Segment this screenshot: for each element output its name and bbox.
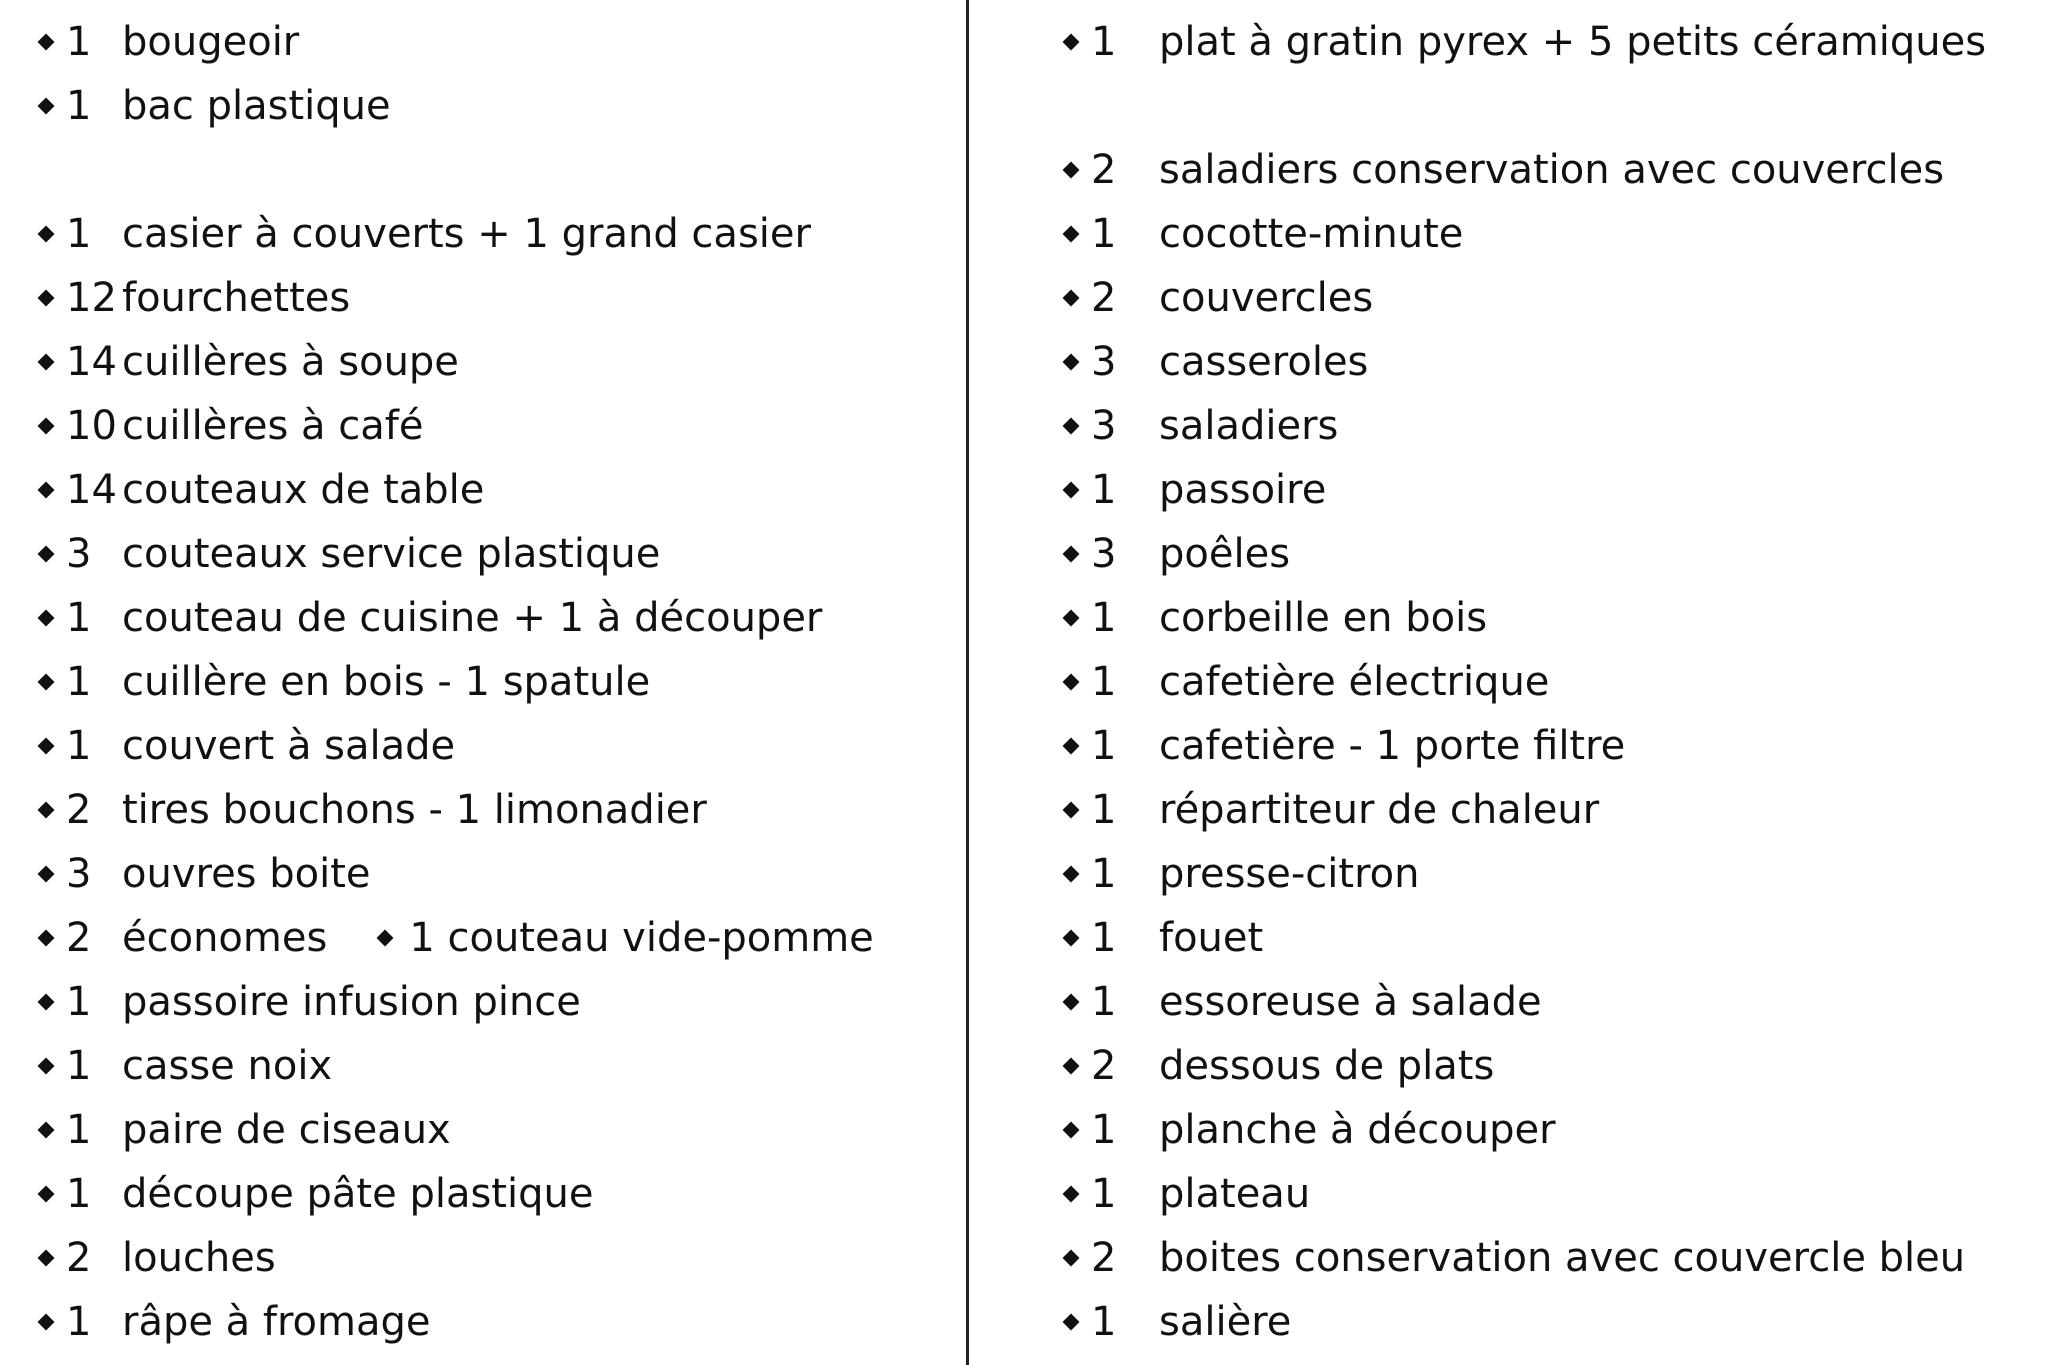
item-quantity: 2 <box>1091 147 1117 193</box>
item-label: cuillères à café <box>122 403 424 449</box>
list-item <box>975 586 1487 650</box>
item-label: couvercles <box>1159 275 1374 321</box>
item-quantity: 1 <box>1091 1107 1117 1153</box>
item-quantity: 1 <box>66 1171 92 1217</box>
item-label: casse noix <box>122 1043 333 1089</box>
bullet-icon <box>38 610 55 627</box>
item-label: répartiteur de chaleur <box>1159 787 1600 833</box>
bullet-icon <box>1063 738 1080 755</box>
bullet-icon <box>38 930 55 947</box>
list-item <box>975 1162 1310 1226</box>
bullet-icon <box>1063 482 1080 499</box>
item-label: presse-citron <box>1159 851 1420 897</box>
item-quantity: 2 <box>1091 1235 1117 1281</box>
item-quantity: 1 <box>1091 723 1117 769</box>
bullet-icon <box>1063 546 1080 563</box>
bullet-icon <box>1063 354 1080 371</box>
item-quantity: 1 <box>1091 787 1117 833</box>
bullet-icon <box>1063 418 1080 435</box>
bullet-icon <box>38 866 55 883</box>
list-item <box>975 650 1549 714</box>
list-item <box>0 10 299 74</box>
list-item <box>0 778 707 842</box>
item-quantity: 3 <box>1091 339 1117 385</box>
bullet-icon <box>38 226 55 243</box>
list-item <box>0 202 811 266</box>
item-quantity: 2 <box>1091 1043 1117 1089</box>
item-label: cocotte-minute <box>1159 211 1464 257</box>
item-quantity: 14 <box>66 339 117 385</box>
item-label: corbeille en bois <box>1159 595 1488 641</box>
item-quantity: 1 <box>66 723 92 769</box>
item-label: plat à gratin pyrex + 5 petits céramiques <box>1159 19 1987 65</box>
bullet-icon <box>1063 802 1080 819</box>
item-label: couteau de cuisine + 1 à découper <box>122 595 823 641</box>
item-label: boites conservation avec couvercle bleu <box>1159 1235 1966 1281</box>
bullet-icon <box>38 290 55 307</box>
list-item <box>0 1098 451 1162</box>
list-item <box>0 1034 332 1098</box>
bullet-icon <box>38 98 55 115</box>
item-label: poêles <box>1159 531 1291 577</box>
item-quantity: 1 <box>66 1043 92 1089</box>
item-label: ouvres boite <box>122 851 371 897</box>
bullet-icon <box>377 930 394 947</box>
item-label: économes <box>122 915 328 961</box>
left-column <box>0 0 960 1365</box>
list-item <box>975 970 1542 1034</box>
bullet-icon <box>38 738 55 755</box>
bullet-icon <box>38 482 55 499</box>
bullet-icon <box>38 354 55 371</box>
bullet-icon <box>1063 1314 1080 1331</box>
list-item <box>0 394 423 458</box>
list-item <box>975 10 1986 74</box>
item-label: essoreuse à salade <box>1159 979 1542 1025</box>
item-quantity: 3 <box>66 531 92 577</box>
item-label: casier à couverts + 1 grand casier <box>122 211 811 257</box>
item-label: fourchettes <box>122 275 351 321</box>
list-item <box>975 458 1326 522</box>
item-quantity: 1 <box>66 83 92 129</box>
item-quantity: 1 <box>66 979 92 1025</box>
bullet-icon <box>1063 1250 1080 1267</box>
list-item <box>975 266 1373 330</box>
bullet-icon <box>1063 1058 1080 1075</box>
list-item <box>0 714 455 778</box>
item-label: fouet <box>1159 915 1264 961</box>
list-item <box>975 714 1625 778</box>
list-item <box>975 330 1368 394</box>
item-label: cuillères à soupe <box>122 339 459 385</box>
list-item <box>0 842 371 906</box>
column-divider <box>966 0 969 1365</box>
bullet-icon <box>38 1058 55 1075</box>
item-quantity: 2 <box>66 1235 92 1281</box>
item-quantity: 2 <box>66 787 92 833</box>
item-quantity: 3 <box>1091 531 1117 577</box>
bullet-icon <box>38 802 55 819</box>
bullet-icon <box>1063 1186 1080 1203</box>
list-item <box>975 1290 1291 1354</box>
item-quantity: 1 <box>1091 595 1117 641</box>
list-item <box>0 458 484 522</box>
bullet-icon <box>38 1122 55 1139</box>
list-item <box>975 778 1599 842</box>
list-item <box>975 1226 1965 1290</box>
list-item <box>0 650 650 714</box>
item-label: bac plastique <box>122 83 391 129</box>
item-quantity: 10 <box>66 403 117 449</box>
item-quantity: 12 <box>66 275 117 321</box>
item-label: couteaux de table <box>122 467 485 513</box>
item-quantity: 1 <box>1091 1299 1117 1345</box>
list-item <box>0 266 350 330</box>
bullet-icon <box>38 1250 55 1267</box>
item-label: couvert à salade <box>122 723 456 769</box>
item-quantity: 1 <box>1091 851 1117 897</box>
list-item <box>975 202 1463 266</box>
list-item <box>0 586 822 650</box>
item-quantity: 1 <box>1091 915 1117 961</box>
bullet-icon <box>38 994 55 1011</box>
item-label: paire de ciseaux <box>122 1107 451 1153</box>
right-column <box>975 0 2045 1365</box>
item-label: saladiers <box>1159 403 1339 449</box>
item-extra-label: 1 couteau vide-pomme <box>409 915 874 961</box>
item-label: passoire <box>1159 467 1327 513</box>
list-item <box>0 74 391 138</box>
item-label: louches <box>122 1235 276 1281</box>
list-item <box>975 522 1290 586</box>
bullet-icon <box>1063 994 1080 1011</box>
item-quantity: 1 <box>66 1299 92 1345</box>
item-label: salière <box>1159 1299 1292 1345</box>
item-label: casseroles <box>1159 339 1369 385</box>
item-quantity: 1 <box>66 595 92 641</box>
bullet-icon <box>38 546 55 563</box>
item-label: cuillère en bois - 1 spatule <box>122 659 651 705</box>
list-item <box>0 1226 276 1290</box>
item-label: tires bouchons - 1 limonadier <box>122 787 707 833</box>
list-item <box>975 842 1419 906</box>
bullet-icon <box>38 674 55 691</box>
item-quantity: 1 <box>66 211 92 257</box>
list-item <box>0 906 874 970</box>
item-quantity: 14 <box>66 467 117 513</box>
bullet-icon <box>1063 610 1080 627</box>
item-label: planche à découper <box>1159 1107 1556 1153</box>
item-quantity: 2 <box>66 915 92 961</box>
list-item <box>0 970 581 1034</box>
bullet-icon <box>1063 866 1080 883</box>
item-label: passoire infusion pince <box>122 979 581 1025</box>
item-label: couteaux service plastique <box>122 531 661 577</box>
list-item <box>975 1034 1494 1098</box>
bullet-icon <box>1063 162 1080 179</box>
bullet-icon <box>38 418 55 435</box>
item-quantity: 1 <box>66 659 92 705</box>
list-item <box>975 906 1263 970</box>
item-quantity: 1 <box>1091 211 1117 257</box>
item-label: saladiers conservation avec couvercles <box>1159 147 1945 193</box>
list-item <box>0 1290 431 1354</box>
item-label: cafetière électrique <box>1159 659 1550 705</box>
item-label: bougeoir <box>122 19 300 65</box>
item-quantity: 1 <box>1091 659 1117 705</box>
bullet-icon <box>1063 930 1080 947</box>
item-label: râpe à fromage <box>122 1299 431 1345</box>
item-quantity: 1 <box>1091 1171 1117 1217</box>
bullet-icon <box>1063 34 1080 51</box>
bullet-icon <box>1063 674 1080 691</box>
bullet-icon <box>1063 290 1080 307</box>
item-quantity: 3 <box>66 851 92 897</box>
item-quantity: 1 <box>66 1107 92 1153</box>
item-label: découpe pâte plastique <box>122 1171 594 1217</box>
item-quantity: 1 <box>1091 19 1117 65</box>
item-quantity: 1 <box>1091 467 1117 513</box>
list-item <box>0 330 459 394</box>
bullet-icon <box>1063 226 1080 243</box>
list-item <box>975 138 1944 202</box>
item-quantity: 2 <box>1091 275 1117 321</box>
list-item <box>975 1098 1556 1162</box>
item-label: plateau <box>1159 1171 1311 1217</box>
list-item <box>0 1162 593 1226</box>
item-label: cafetière - 1 porte filtre <box>1159 723 1626 769</box>
list-item <box>975 394 1338 458</box>
bullet-icon <box>38 1186 55 1203</box>
item-quantity: 3 <box>1091 403 1117 449</box>
bullet-icon <box>38 1314 55 1331</box>
bullet-icon <box>1063 1122 1080 1139</box>
list-item <box>0 522 660 586</box>
item-label: dessous de plats <box>1159 1043 1495 1089</box>
item-quantity: 1 <box>66 19 92 65</box>
item-quantity: 1 <box>1091 979 1117 1025</box>
bullet-icon <box>38 34 55 51</box>
